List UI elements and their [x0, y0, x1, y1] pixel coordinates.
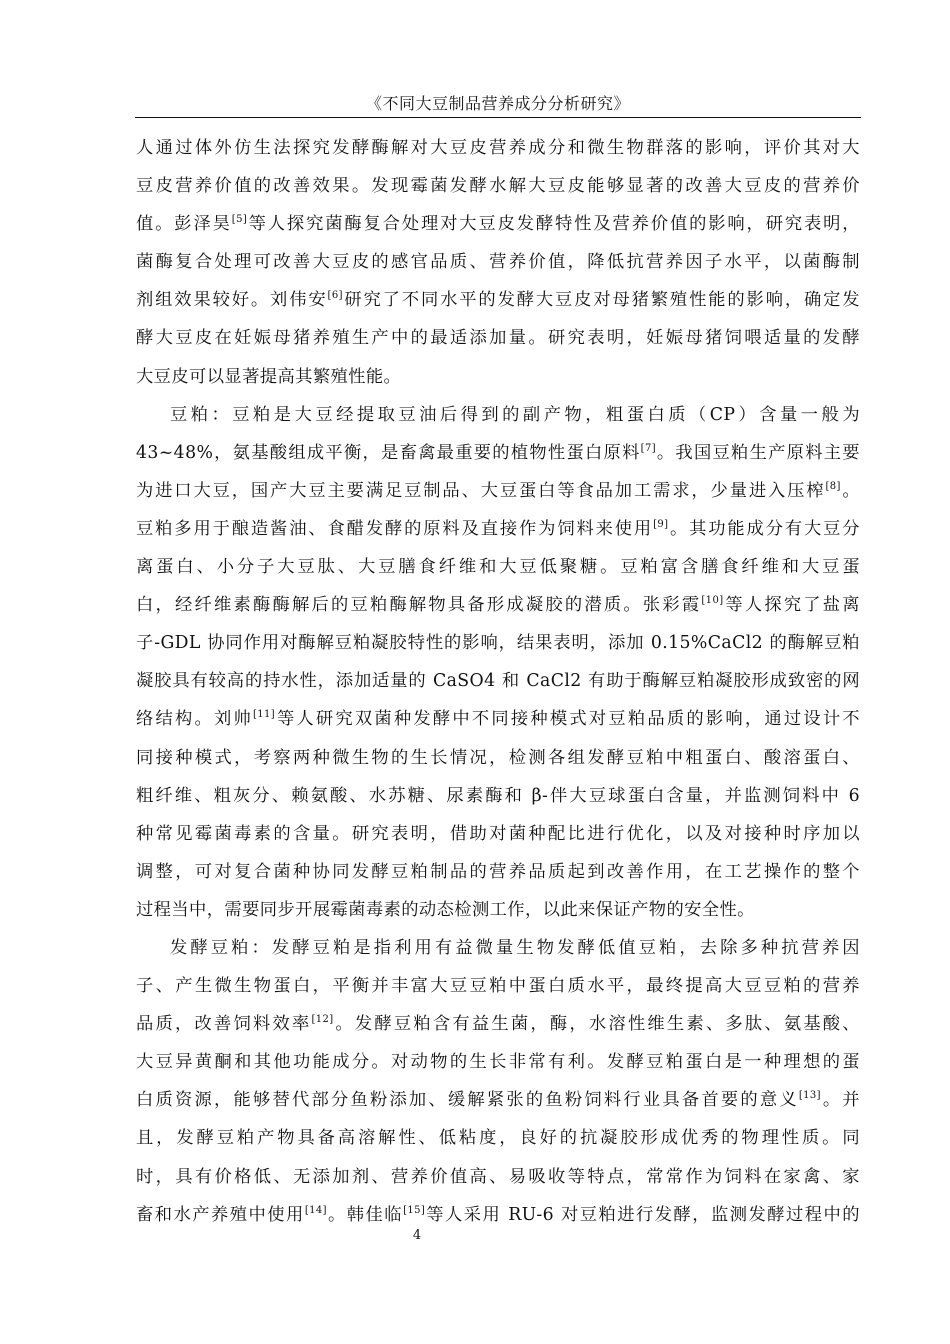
text-run: 子-GDL 协同作用对酶解豆粕凝胶特性的影响，结果表明，添加 0.15%CaCl2 的酶解豆粕 [136, 633, 860, 654]
citation-ref: [10] [701, 595, 724, 607]
paragraph [136, 129, 860, 396]
text-line [136, 777, 860, 815]
text-line [136, 548, 860, 586]
citation-ref: [7] [640, 442, 657, 454]
text-run: 且，发酵豆粕产物具备高溶解性、低粘度，良好的抗凝胶形成优秀的物理性质。同 [136, 1128, 860, 1149]
text-line [136, 739, 860, 777]
text-run: 43~48%，氨基酸组成平衡，是畜禽最重要的植物性蛋白原料 [136, 442, 641, 463]
text-run: 为进口大豆，国产大豆主要满足豆制品、大豆蛋白等食品加工需求，少量进入压榨 [136, 480, 826, 501]
text-line [136, 434, 860, 472]
text-line [136, 129, 860, 167]
text-run: 离蛋白、小分子大豆肽、大豆膳食纤维和大豆低聚糖。豆粕富含膳食纤维和大豆蛋 [136, 557, 860, 578]
text-run: 等人采用 RU-6 对豆粕进行发酵，监测发酵过程中的 [425, 1204, 860, 1225]
text-run: 时，具有价格低、无添加剂、营养价值高、易吸收等特点，常常作为饲料在家禽、家 [136, 1166, 860, 1187]
text-run: 凝胶具有较高的持水性，添加适量的 CaSO4 和 CaCl2 有助于酶解豆粕凝胶形成致密的网 [136, 671, 860, 692]
text-line [136, 510, 860, 548]
citation-ref: [5] [231, 214, 248, 226]
text-line [136, 853, 860, 891]
text-line [136, 929, 860, 967]
text-line [136, 662, 860, 700]
citation-ref: [9] [653, 518, 669, 530]
text-line [136, 319, 860, 357]
text-run: 过程当中，需要同步开展霉菌毒素的动态检测工作，以此来保证产物的安全性。 [136, 899, 755, 920]
citation-ref: [8] [825, 480, 841, 492]
text-run: 子、产生微生物蛋白，平衡并丰富大豆豆粕中蛋白质水平，最终提高大豆豆粕的营养 [136, 976, 860, 997]
text-line [136, 358, 860, 396]
text-line [136, 586, 860, 624]
text-line [136, 815, 860, 853]
body-text [136, 129, 860, 1234]
text-run: 。韩佳临 [326, 1204, 404, 1225]
header-rule [135, 117, 861, 118]
text-run: 等人研究双菌种发酵中不同接种模式对豆粕品质的影响，通过设计不 [275, 709, 860, 730]
text-run: 白，经纤维素酶酶解后的豆粕酶解物具备形成凝胶的潜质。张彩霞 [136, 595, 702, 616]
text-run: 发酵豆粕：发酵豆粕是指利用有益微量生物发酵低值豆粕，去除多种抗营养因 [170, 937, 860, 958]
text-run: 等人探究菌酶复合处理对大豆皮发酵特性及营养价值的影响，研究表明， [247, 214, 860, 235]
citation-ref: [6] [327, 290, 343, 302]
text-run: 酵大豆皮在妊娠母猪养殖生产中的最适添加量。研究表明，妊娠母猪饲喂适量的发酵 [136, 328, 860, 349]
citation-ref: [11] [252, 709, 276, 721]
text-run: 豆粕多用于酿造酱油、食醋发酵的原料及直接作为饲料来使用 [136, 518, 654, 539]
text-run: 大豆皮可以显著提高其繁殖性能。 [136, 366, 402, 387]
text-line [136, 167, 860, 205]
text-run: 畜和水产养殖中使用 [136, 1204, 305, 1225]
running-header: 《不同大豆制品营养成分分析研究》 [365, 94, 630, 113]
text-run: 种常见霉菌毒素的含量。研究表明，借助对菌种配比进行优化，以及对接种时序加以 [136, 823, 860, 844]
citation-ref: [13] [798, 1090, 821, 1102]
text-run: 等人探究了盐离 [723, 595, 860, 616]
text-run: 剂组效果较好。刘伟安 [136, 290, 328, 311]
text-line [136, 700, 860, 738]
text-run: 。我国豆粕生产原料主要 [656, 442, 860, 463]
citation-ref: [12] [311, 1014, 334, 1026]
text-line [136, 1119, 860, 1157]
paragraph [136, 396, 860, 929]
text-run: 大豆异黄酮和其他功能成分。对动物的生长非常有利。发酵豆粕蛋白是一种理想的蛋 [136, 1052, 860, 1073]
citation-ref: [15] [403, 1204, 426, 1216]
text-line [136, 281, 860, 319]
text-line [136, 891, 860, 929]
text-line [136, 1005, 860, 1043]
text-run: 。发酵豆粕含有益生菌，酶，水溶性维生素、多肽、氨基酸、 [333, 1014, 860, 1035]
text-line [136, 205, 860, 243]
text-line [136, 967, 860, 1005]
text-run: 菌酶复合处理可改善大豆皮的感官品质、营养价值，降低抗营养因子水平，以菌酶制 [136, 252, 860, 273]
paragraph [136, 929, 860, 1234]
text-run: 人通过体外仿生法探究发酵酶解对大豆皮营养成分和微生物群落的影响，评价其对大 [136, 138, 860, 158]
text-line [136, 1158, 860, 1196]
text-run: 络结构。刘帅 [136, 709, 253, 730]
text-run: 白质资源，能够替代部分鱼粉添加、缓解紧张的鱼粉饲料行业具备首要的意义 [136, 1090, 799, 1111]
text-line [136, 472, 860, 510]
text-run: 研究了不同水平的发酵大豆皮对母猪繁殖性能的影响，确定发 [342, 290, 860, 311]
text-run: 豆皮营养价值的改善效果。发现霉菌发酵水解大豆皮能够显著的改善大豆皮的营养价 [136, 176, 860, 197]
citation-ref: [14] [304, 1204, 327, 1216]
text-run: 豆粕：豆粕是大豆经提取豆油后得到的副产物，粗蛋白质（CP）含量一般为 [170, 404, 860, 425]
text-line [136, 396, 860, 434]
page-number: 4 [412, 1228, 422, 1243]
text-line [136, 624, 860, 662]
text-run: 。 [840, 480, 860, 501]
text-run: 。并 [821, 1090, 860, 1111]
text-run: 调整，可对复合菌种协同发酵豆粕制品的营养品质起到改善作用，在工艺操作的整个 [136, 861, 860, 882]
text-line [136, 1081, 860, 1119]
text-run: 粗纤维、粗灰分、赖氨酸、水苏糖、尿素酶和 β-伴大豆球蛋白含量，并监测饲料中 6 [136, 785, 861, 806]
text-run: 值。彭泽昊 [136, 214, 232, 235]
text-line [136, 243, 860, 281]
text-line [136, 1043, 860, 1081]
text-run: 同接种模式，考察两种微生物的生长情况，检测各组发酵豆粕中粗蛋白、酸溶蛋白、 [136, 747, 860, 768]
text-run: 品质，改善饲料效率 [136, 1014, 312, 1035]
text-run: 。其功能成分有大豆分 [668, 518, 860, 539]
